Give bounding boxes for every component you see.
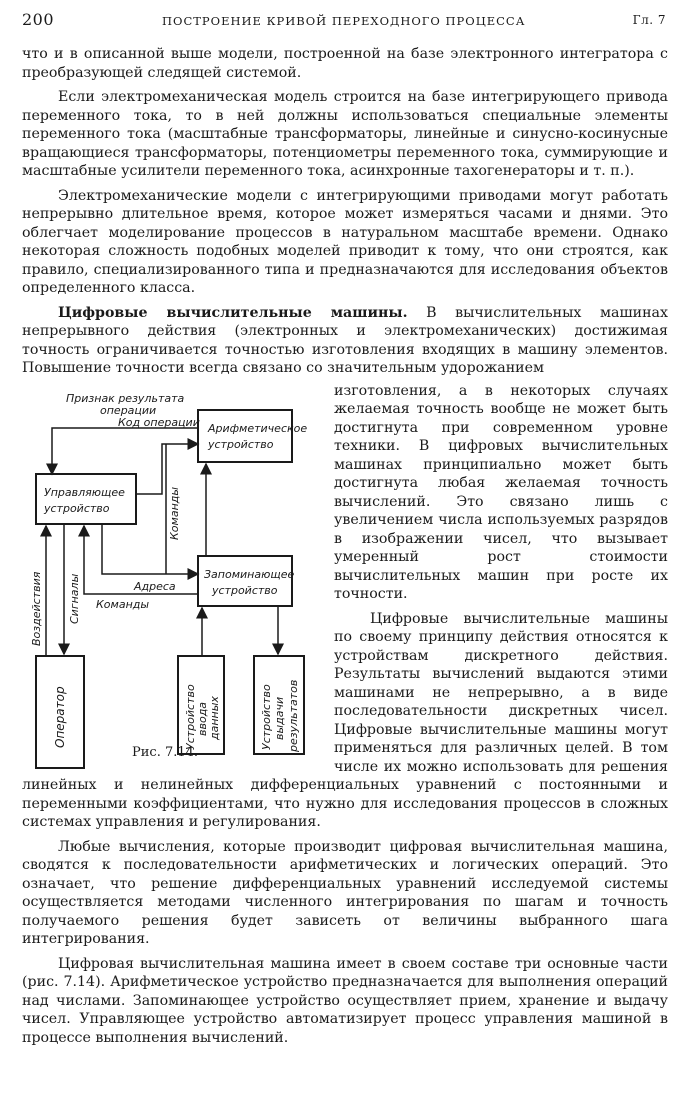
memory-unit-block xyxy=(198,556,295,606)
page-header xyxy=(22,10,670,32)
output-device-label-3: результатов xyxy=(287,679,300,752)
paragraph: что и в описанной выше модели, построенной на базе электронного интегратора с преобразующей следящей системой. xyxy=(22,46,668,81)
paragraph: Цифровые вычислительные машины по своему принципу действия относятся к устройствам дискретного действия. Результаты вычислений выдаются этими машинами не непрерывно, а в виде последовательности дискретных чисел. Цифровые вычислительные машины могут применяться для различных целей. В том числе их можно использовать для решения линейных и нелинейных дифференциальных уравнений с постоянными и переменными коэффициентами, что нужно для исследования процессов в сложных системах управления и регулирования. xyxy=(22,610,668,830)
section-heading: Цифровые вычислительные машины. xyxy=(58,304,408,321)
paragraph: изготовления, а в некоторых случаях желаемая точность вообще не может быть достигнута при современном уровне техники. В цифровых вычислительных машинах принципиально может быть достигнута любая желаемая точность вычислений. Это связано лишь с увеличением числа используемых разрядов в изображении чисел, что вызывает умеренный рост стоимости вычислительных машин при росте их точности. xyxy=(334,382,668,602)
body-text xyxy=(22,45,668,1053)
paragraph-text: В вычислительных машинах непрерывного действия (электронных и электромеханических) достижимая точность ограничивается точностью изготовления входящих в машину элементов. Повышение точности всегда связано со значительным удорожанием xyxy=(22,304,668,376)
commands-vertical-label: Команды xyxy=(168,486,181,540)
operator-label: Оператор xyxy=(53,685,67,748)
control-unit-label-2: устройство xyxy=(44,501,110,515)
page-number: 200 xyxy=(22,10,55,29)
control-unit-block xyxy=(36,474,136,524)
input-device-label-1: Устройство xyxy=(184,683,197,750)
paragraph: Любые вычисления, которые производит цифровая вычислительная машина, сводятся к последовательности арифметических и логических операций. Это означает, что решение дифференциальных уравнений исследуемой системы осуществляется методами численного интегрирования по шагам и точность получаемого решения будет зависеть от величины выбранного шага интегрирования. xyxy=(22,838,668,947)
output-device-label-1: Устройство xyxy=(260,683,273,750)
figure-7-14 xyxy=(22,384,322,774)
actions-label: Воздействия xyxy=(30,571,43,646)
figure-caption: Рис. 7.14. xyxy=(132,744,199,760)
result-sign-label-2: операции xyxy=(100,403,157,417)
output-device-label-2: выдачи xyxy=(273,696,286,740)
memory-unit-label-1: Запоминающее xyxy=(204,567,295,581)
paragraph xyxy=(22,304,668,378)
result-sign-label-1: Признак результата xyxy=(66,391,185,405)
input-device-label-3: данных xyxy=(208,695,221,740)
control-unit-label-1: Управляющее xyxy=(44,485,125,499)
arithmetic-unit-label-2: устройство xyxy=(208,437,274,451)
paragraph: Электромеханические модели с интегрирующими приводами могут работать непрерывно длительное время, которое может измеряться часами и днями. Это облегчает моделирование процессов в натуральном масштабе времени. Однако некоторая сложность подобных моделей приводит к тому, что они строятся, как правило, специализированного типа и предназначаются для исследования объектов определенного класса. xyxy=(22,187,668,296)
input-device-label-2: ввода xyxy=(196,701,209,736)
addresses-label: Адреса xyxy=(134,579,176,593)
running-title: ПОСТРОЕНИЕ КРИВОЙ ПЕРЕХОДНОГО ПРОЦЕССА xyxy=(162,14,526,28)
signals-label: Сигналы xyxy=(68,573,81,624)
memory-unit-label-2: устройство xyxy=(212,583,278,597)
chapter-label: Гл. 7 xyxy=(632,13,666,27)
arithmetic-unit-label-1: Арифметическое xyxy=(208,421,308,435)
op-code-label: Код операции xyxy=(118,415,200,429)
paragraph: Если электромеханическая модель строится на базе интегрирующего привода переменного тока, то в ней должны использоваться специальные элементы переменного тока (масштабные трансформаторы, линейные и синусно-косинусные вращающиеся трансформаторы, потенциометры переменного тока, суммирующие и масштабные усилители переменного тока, асинхронные тахогенераторы и т. п.). xyxy=(22,89,668,179)
paragraph: Цифровая вычислительная машина имеет в своем составе три основные части (рис. 7.14). Арифметическое устройство предназначается для выполнения операций над числами. Запоминающее устройство осуществляет прием, хранение и выдачу чисел. Управляющее устройство автоматизирует процесс управления машиной в процессе выполнения вычислений. xyxy=(22,955,668,1046)
commands-horizontal-label: Команды xyxy=(96,597,150,611)
arithmetic-unit-block xyxy=(198,410,292,462)
block-diagram xyxy=(22,384,322,774)
